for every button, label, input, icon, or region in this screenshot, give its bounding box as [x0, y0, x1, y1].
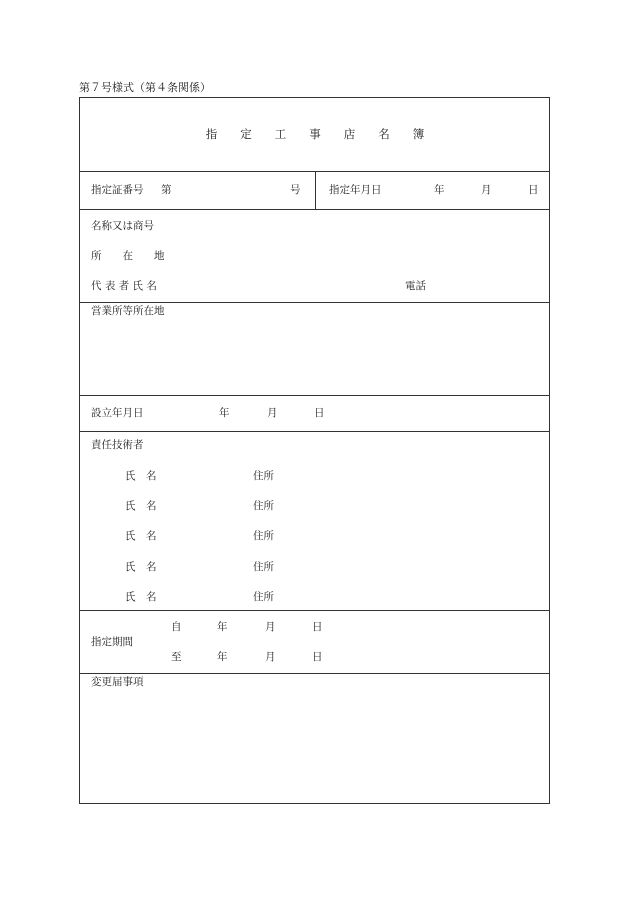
engineer-address-label: 住所 — [253, 561, 274, 573]
row-divider — [79, 395, 550, 396]
registry-title: 指 定 工 事 店 名 簿 — [205, 127, 425, 141]
form-caption: 第７号様式（第４条関係） — [79, 81, 211, 94]
office-location-label: 営業所等所在地 — [91, 305, 165, 317]
period-from-month: 月 — [265, 621, 276, 633]
designation-number-prefix: 第 — [161, 184, 172, 196]
period-from-prefix: 自 — [171, 621, 182, 633]
engineer-address-label: 住所 — [253, 500, 274, 512]
row-divider — [79, 673, 550, 674]
address-label: 所 在 地 — [91, 250, 165, 262]
row-divider — [79, 209, 550, 210]
designation-date-month: 月 — [481, 184, 492, 196]
designation-number-label: 指定証番号 — [91, 184, 144, 196]
engineer-address-label: 住所 — [253, 470, 274, 482]
establishment-month: 月 — [267, 407, 278, 419]
engineer-name-label: 氏 名 — [125, 561, 157, 573]
phone-label: 電話 — [405, 280, 426, 292]
engineer-name-label: 氏 名 — [125, 500, 157, 512]
row-divider — [79, 610, 550, 611]
engineer-address-label: 住所 — [253, 591, 274, 603]
engineers-label: 責任技術者 — [91, 439, 144, 451]
column-divider — [315, 171, 316, 209]
designation-date-day: 日 — [528, 184, 539, 196]
changes-label: 変更届事項 — [91, 676, 144, 688]
designation-date-label: 指定年月日 — [329, 184, 382, 196]
designation-number-suffix: 号 — [290, 184, 301, 196]
trade-name-label: 名称又は商号 — [91, 220, 154, 232]
establishment-year: 年 — [219, 407, 230, 419]
period-to-prefix: 至 — [171, 651, 182, 663]
engineer-address-label: 住所 — [253, 530, 274, 542]
engineer-name-label: 氏 名 — [125, 530, 157, 542]
row-divider — [79, 302, 550, 303]
establishment-date-label: 設立年月日 — [91, 407, 144, 419]
row-divider — [79, 431, 550, 432]
representative-label: 代 表 者 氏 名 — [91, 280, 157, 292]
period-to-month: 月 — [265, 651, 276, 663]
engineer-name-label: 氏 名 — [125, 591, 157, 603]
designation-date-year: 年 — [434, 184, 445, 196]
period-to-year: 年 — [217, 651, 228, 663]
period-label: 指定期間 — [91, 636, 133, 648]
establishment-day: 日 — [314, 407, 325, 419]
period-from-year: 年 — [217, 621, 228, 633]
period-from-day: 日 — [312, 621, 323, 633]
period-to-day: 日 — [312, 651, 323, 663]
engineer-name-label: 氏 名 — [125, 470, 157, 482]
